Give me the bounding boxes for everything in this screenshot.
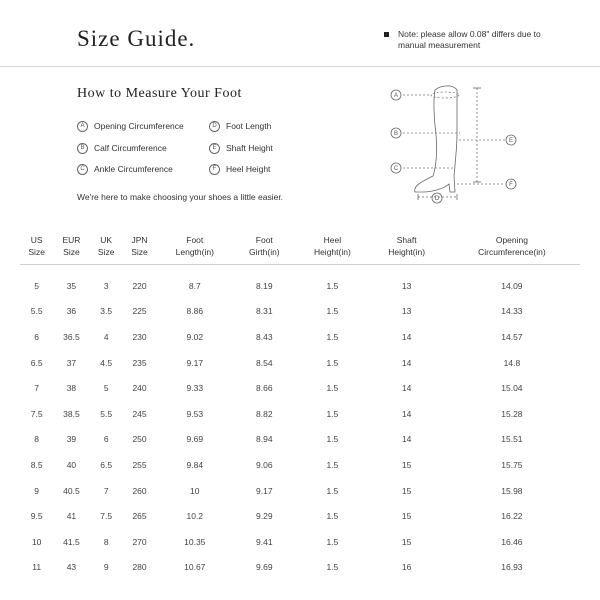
table-cell: 7 [103,485,109,496]
boot-outline-icon [415,86,457,192]
column-header-line: Opening [495,235,528,245]
column-header-line: Foot [255,235,273,245]
table-cell: 14 [401,383,412,394]
column-header [53,228,89,265]
table-cell: 220 [132,280,147,291]
table-cell: 14.57 [501,331,523,342]
column-header-line: Height(in) [313,247,351,257]
table-cell: 16.46 [501,536,523,547]
table-cell: 9 [34,485,40,496]
table-cell: 10 [31,536,42,547]
table-cell: 3.5 [100,306,113,317]
table-cell: 8 [34,434,40,445]
table-row [20,265,580,299]
table-cell: 8.82 [256,408,273,419]
table-cell: 250 [132,434,147,445]
table-cell: 6 [103,434,109,445]
table-cell: 6 [34,331,40,342]
table-cell: 37 [66,357,77,368]
legend-label: Foot Length [226,121,272,131]
column-header [123,228,156,265]
table-cell: 8.43 [256,331,273,342]
table-cell: 16 [401,562,412,573]
table-cell: 38.5 [63,408,80,419]
table-cell: 9.17 [256,485,273,496]
table-cell: 8.5 [30,459,43,470]
table-cell: 230 [132,331,147,342]
table-cell: 7.5 [100,511,113,522]
size-table [20,228,580,580]
table-row [20,555,580,581]
table-cell: 41 [66,511,77,522]
diagram-letter-e: E [508,138,514,144]
table-row [20,529,580,555]
table-cell: 40 [66,459,77,470]
diagram-letter-c: C [393,166,399,172]
legend-item-foot-length [209,121,271,132]
table-row [20,452,580,478]
boot-diagram [385,78,525,208]
column-header-line: US [30,235,43,245]
letter-b-icon: B [77,143,88,154]
table-cell: 1.5 [326,408,339,419]
column-header-line: Foot [186,235,204,245]
table-cell: 16.93 [501,562,523,573]
column-header-line: Shaft [396,235,417,245]
table-cell: 6.5 [100,459,113,470]
table-cell: 240 [132,383,147,394]
column-header-line: Length(in) [175,247,214,257]
table-cell: 225 [132,306,147,317]
table-cell: 14 [401,408,412,419]
table-cell: 15 [401,485,412,496]
bullet-icon [384,32,389,37]
table-cell: 265 [132,511,147,522]
table-cell: 41.5 [63,536,80,547]
table-cell: 9.33 [186,383,204,394]
table-row [20,478,580,504]
table-cell: 14 [401,331,412,342]
table-cell: 255 [132,459,147,470]
table-cell: 8.19 [256,280,273,291]
column-header [370,228,444,265]
column-header-line: Height(in) [388,247,426,257]
table-cell: 1.5 [326,383,339,394]
table-cell: 1.5 [326,357,339,368]
table-cell: 14.33 [501,306,523,317]
table-row [20,299,580,325]
table-cell: 8 [103,536,109,547]
table-cell: 16.22 [501,511,523,522]
table-cell: 14 [401,357,412,368]
table-row [20,503,580,529]
table-cell: 7.5 [30,408,43,419]
table-cell: 9.41 [256,536,273,547]
table-cell: 9.53 [186,408,204,419]
legend-item-calf [77,143,167,154]
legend-label: Shaft Height [226,143,273,153]
column-header [233,228,295,265]
table-cell: 1.5 [326,306,339,317]
table-cell: 10 [190,485,200,496]
table-cell: 1.5 [326,536,339,547]
table-row [20,401,580,427]
table-cell: 9.17 [186,357,204,368]
column-header-line: JPN [131,235,148,245]
table-cell: 9 [103,562,109,573]
table-cell: 15.28 [501,408,523,419]
table-cell: 3 [103,280,109,291]
note-text: Note: please allow 0.08" differs due to manual measurement [398,29,541,50]
table-row [20,427,580,453]
table-cell: 9.29 [256,511,273,522]
table-header-row [20,228,580,265]
table-cell: 9.06 [256,459,273,470]
legend-item-shaft-height [209,143,273,154]
column-header [20,228,53,265]
table-cell: 6.5 [30,357,43,368]
letter-d-icon: D [209,121,220,132]
opening-measure-line [431,92,459,98]
table-cell: 270 [132,536,147,547]
legend-item-ankle [77,164,173,175]
table-cell: 35 [66,280,77,291]
table-row [20,324,580,350]
table-cell: 9.02 [186,331,204,342]
table-cell: 235 [132,357,147,368]
table-cell: 5.5 [100,408,113,419]
legend-item-heel-height [209,164,270,175]
table-cell: 4.5 [100,357,113,368]
table-cell: 10.67 [184,562,206,573]
diagram-letter-d: D [434,196,440,202]
table-cell: 9.69 [256,562,273,573]
table-cell: 245 [132,408,147,419]
table-cell: 1.5 [326,511,339,522]
table-cell: 5.5 [30,306,43,317]
table-cell: 280 [132,562,147,573]
table-cell: 15.51 [501,434,523,445]
table-cell: 15 [401,511,412,522]
table-cell: 36 [66,306,77,317]
table-cell: 38 [66,383,77,394]
letter-e-icon: E [209,143,220,154]
table-cell: 15 [401,459,412,470]
column-header-line: Heel [323,235,342,245]
table-cell: 13 [401,306,412,317]
legend-label: Ankle Circumference [94,164,173,174]
legend-item-opening [77,121,184,132]
table-cell: 11 [32,562,42,573]
diagram-letter-f: F [509,182,513,188]
legend-label: Calf Circumference [94,143,167,153]
letter-f-icon: F [209,164,220,175]
table-cell: 14.09 [501,280,523,291]
table-cell: 10.2 [186,511,204,522]
page-title: Size Guide. [77,26,196,51]
measure-title: How to Measure Your Foot [77,86,242,101]
column-header-line: Size [131,247,148,257]
measurement-note [384,29,558,51]
table-cell: 14 [401,434,412,445]
column-header-line: UK [100,235,113,245]
intro-text: We're here to make choosing your shoes a little easier. [77,192,284,202]
table-cell: 43 [66,562,77,573]
table-cell: 9.5 [30,511,43,522]
diagram-letter-a: A [393,93,399,99]
column-header-line: Circumference(in) [478,247,546,257]
column-header-line: EUR [62,235,81,245]
table-row [20,375,580,401]
table-cell: 4 [103,331,109,342]
header-divider [0,66,600,67]
column-header-line: Size [28,247,45,257]
table-cell: 15 [401,536,412,547]
table-cell: 15.75 [501,459,523,470]
table-cell: 8.31 [256,306,273,317]
column-header [444,228,580,265]
table-cell: 39 [66,434,77,445]
table-cell: 1.5 [326,562,339,573]
table-cell: 36.5 [63,331,80,342]
table-cell: 7 [34,383,40,394]
table-cell: 1.5 [326,280,339,291]
column-header [90,228,123,265]
table-cell: 8.54 [256,357,273,368]
table-cell: 14.8 [503,357,521,368]
column-header [156,228,233,265]
table-row [20,350,580,376]
diagram-letter-b: B [393,131,399,137]
table-cell: 15.04 [501,383,523,394]
table-cell: 15.98 [501,485,523,496]
column-header-line: Size [63,247,80,257]
column-header-line: Girth(in) [248,247,280,257]
table-cell: 8.86 [186,306,204,317]
letter-a-icon: A [77,121,88,132]
column-header-line: Size [97,247,115,257]
column-header [295,228,369,265]
table-cell: 8.66 [256,383,273,394]
table-body [20,265,580,581]
table-cell: 260 [132,485,147,496]
table-cell: 10.35 [184,536,206,547]
table-cell: 5 [103,383,109,394]
table-cell: 1.5 [326,331,339,342]
table-cell: 13 [401,280,412,291]
letter-c-icon: C [77,164,88,175]
table-cell: 5 [34,280,40,291]
table-cell: 40.5 [63,485,80,496]
table-cell: 9.69 [186,434,204,445]
table-cell: 1.5 [326,434,339,445]
table-cell: 8.94 [256,434,273,445]
table-cell: 1.5 [326,485,339,496]
table-cell: 9.84 [186,459,204,470]
legend-label: Opening Circumference [94,121,184,131]
table-cell: 8.7 [188,280,201,291]
legend-label: Heel Height [226,164,271,174]
table-cell: 1.5 [326,459,339,470]
